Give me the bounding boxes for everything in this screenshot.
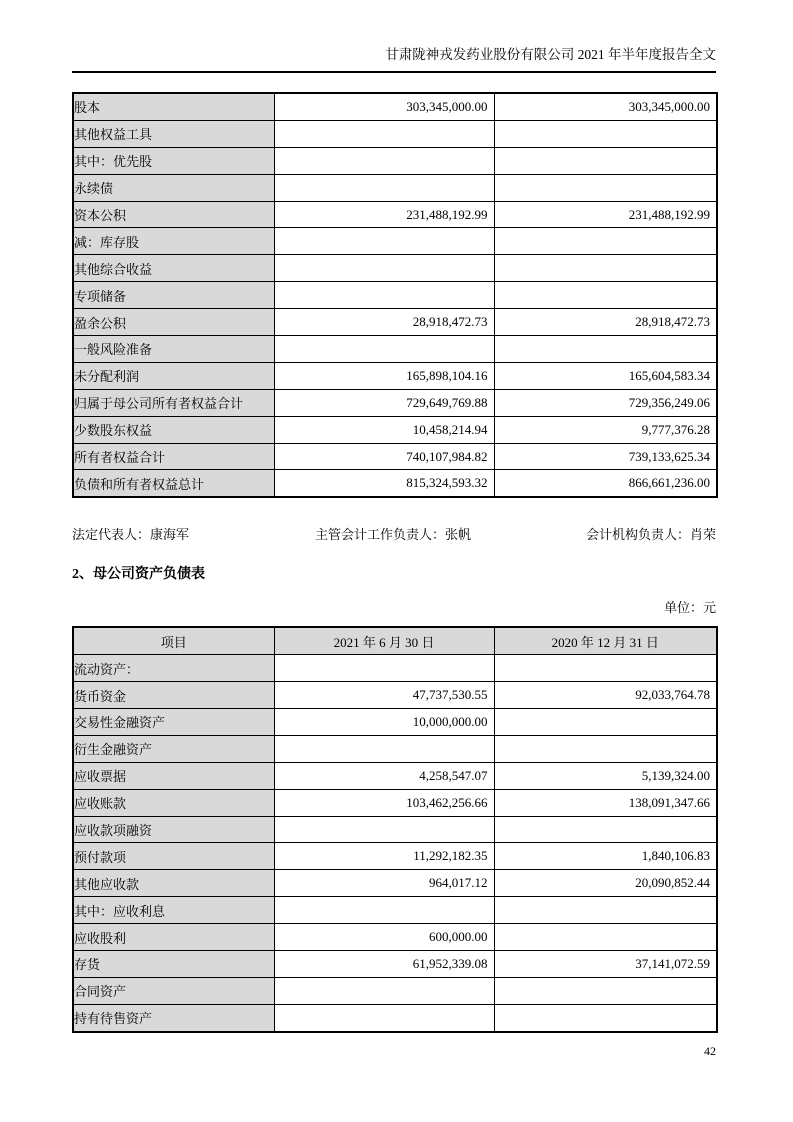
row-value-prior bbox=[494, 816, 717, 843]
row-label: 其他应收款 bbox=[73, 870, 274, 897]
table-row bbox=[73, 897, 717, 924]
row-label: 应收票据 bbox=[73, 762, 274, 789]
row-value-current bbox=[274, 255, 494, 282]
row-value-prior bbox=[494, 174, 717, 201]
row-value-current: 11,292,182.35 bbox=[274, 843, 494, 870]
table-row bbox=[73, 843, 717, 870]
unit-label: 单位：元 bbox=[663, 600, 716, 616]
row-value-current: 600,000.00 bbox=[274, 924, 494, 951]
row-label: 应收账款 bbox=[73, 789, 274, 816]
table-row bbox=[73, 470, 717, 497]
report-header-title: 甘肃陇神戎发药业股份有限公司 2021 年半年度报告全文 bbox=[72, 46, 716, 73]
row-label: 负债和所有者权益总计 bbox=[73, 470, 274, 497]
row-value-current: 47,737,530.55 bbox=[274, 682, 494, 709]
table-row bbox=[73, 147, 717, 174]
table-row bbox=[73, 309, 717, 336]
row-value-prior: 5,139,324.00 bbox=[494, 762, 717, 789]
row-label: 预付款项 bbox=[73, 843, 274, 870]
row-value-prior: 1,840,106.83 bbox=[494, 843, 717, 870]
table-row bbox=[73, 389, 717, 416]
row-label: 未分配利润 bbox=[73, 362, 274, 389]
row-value-current: 10,458,214.94 bbox=[274, 416, 494, 443]
table-row bbox=[73, 1004, 717, 1031]
table-row bbox=[73, 977, 717, 1004]
row-label: 其中：优先股 bbox=[73, 147, 274, 174]
row-value-prior bbox=[494, 709, 717, 736]
row-value-current: 10,000,000.00 bbox=[274, 709, 494, 736]
row-label: 资本公积 bbox=[73, 201, 274, 228]
row-value-prior bbox=[494, 255, 717, 282]
row-label: 货币资金 bbox=[73, 682, 274, 709]
table-row bbox=[73, 282, 717, 309]
column-header-current-period: 2021 年 6 月 30 日 bbox=[274, 627, 494, 654]
row-value-current: 4,258,547.07 bbox=[274, 762, 494, 789]
row-value-prior: 231,488,192.99 bbox=[494, 201, 717, 228]
row-value-prior: 303,345,000.00 bbox=[494, 93, 717, 120]
row-value-current bbox=[274, 174, 494, 201]
parent-balance-sheet-section bbox=[72, 626, 716, 1032]
equity-table-section bbox=[72, 92, 716, 498]
row-label: 其他综合收益 bbox=[73, 255, 274, 282]
row-value-current bbox=[274, 336, 494, 363]
row-label: 其中：应收利息 bbox=[73, 897, 274, 924]
row-value-prior bbox=[494, 655, 717, 682]
row-value-current bbox=[274, 228, 494, 255]
chief-accountant-label: 主管会计工作负责人：张帆 bbox=[315, 527, 472, 543]
row-value-prior bbox=[494, 282, 717, 309]
legal-representative-label: 法定代表人：康海军 bbox=[72, 527, 190, 543]
column-header-prior-period: 2020 年 12 月 31 日 bbox=[494, 627, 717, 654]
row-value-prior bbox=[494, 924, 717, 951]
row-label: 其他权益工具 bbox=[73, 120, 274, 147]
row-value-prior bbox=[494, 735, 717, 762]
row-label: 一般风险准备 bbox=[73, 336, 274, 363]
row-value-prior: 138,091,347.66 bbox=[494, 789, 717, 816]
table-row bbox=[73, 201, 717, 228]
row-value-current bbox=[274, 655, 494, 682]
row-value-current: 740,107,984.82 bbox=[274, 443, 494, 470]
row-label: 少数股东权益 bbox=[73, 416, 274, 443]
row-value-prior: 28,918,472.73 bbox=[494, 309, 717, 336]
row-value-current bbox=[274, 147, 494, 174]
row-label: 专项储备 bbox=[73, 282, 274, 309]
parent-balance-sheet-table bbox=[72, 626, 718, 1032]
row-value-prior: 165,604,583.34 bbox=[494, 362, 717, 389]
table-row bbox=[73, 870, 717, 897]
row-value-current: 103,462,256.66 bbox=[274, 789, 494, 816]
row-value-current bbox=[274, 735, 494, 762]
row-value-current bbox=[274, 977, 494, 1004]
table-row bbox=[73, 120, 717, 147]
row-label: 合同资产 bbox=[73, 977, 274, 1004]
row-label: 流动资产： bbox=[73, 655, 274, 682]
table-row bbox=[73, 255, 717, 282]
row-value-prior bbox=[494, 228, 717, 255]
row-value-current: 964,017.12 bbox=[274, 870, 494, 897]
table-row bbox=[73, 362, 717, 389]
row-value-prior bbox=[494, 120, 717, 147]
table-row bbox=[73, 951, 717, 978]
table-header-row bbox=[73, 627, 717, 654]
row-label: 应收款项融资 bbox=[73, 816, 274, 843]
row-label: 应收股利 bbox=[73, 924, 274, 951]
row-value-prior: 866,661,236.00 bbox=[494, 470, 717, 497]
table-row bbox=[73, 682, 717, 709]
consolidated-equity-table bbox=[72, 92, 718, 498]
table-row bbox=[73, 443, 717, 470]
row-value-current: 815,324,593.32 bbox=[274, 470, 494, 497]
row-label: 所有者权益合计 bbox=[73, 443, 274, 470]
row-value-prior: 20,090,852.44 bbox=[494, 870, 717, 897]
table-row bbox=[73, 816, 717, 843]
row-label: 归属于母公司所有者权益合计 bbox=[73, 389, 274, 416]
row-value-prior bbox=[494, 897, 717, 924]
table-row bbox=[73, 416, 717, 443]
row-value-current bbox=[274, 282, 494, 309]
row-value-prior: 9,777,376.28 bbox=[494, 416, 717, 443]
row-label: 持有待售资产 bbox=[73, 1004, 274, 1031]
table-row bbox=[73, 735, 717, 762]
row-label: 交易性金融资产 bbox=[73, 709, 274, 736]
row-value-current bbox=[274, 120, 494, 147]
row-value-current bbox=[274, 897, 494, 924]
table-row bbox=[73, 228, 717, 255]
row-label: 盈余公积 bbox=[73, 309, 274, 336]
row-value-current: 28,918,472.73 bbox=[274, 309, 494, 336]
section-title: 2、母公司资产负债表 bbox=[72, 567, 205, 583]
row-value-prior bbox=[494, 977, 717, 1004]
table-row bbox=[73, 762, 717, 789]
column-header-item: 项目 bbox=[73, 627, 274, 654]
row-label: 股本 bbox=[73, 93, 274, 120]
row-value-current: 231,488,192.99 bbox=[274, 201, 494, 228]
table-row bbox=[73, 174, 717, 201]
row-label: 永续债 bbox=[73, 174, 274, 201]
page-number: 42 bbox=[704, 1043, 716, 1058]
row-value-prior bbox=[494, 1004, 717, 1031]
row-value-current: 729,649,769.88 bbox=[274, 389, 494, 416]
row-value-current: 61,952,339.08 bbox=[274, 951, 494, 978]
row-label: 存货 bbox=[73, 951, 274, 978]
accounting-org-head-label: 会计机构负责人：肖荣 bbox=[585, 527, 716, 543]
row-value-prior bbox=[494, 336, 717, 363]
row-value-prior bbox=[494, 147, 717, 174]
table-row bbox=[73, 924, 717, 951]
table-row bbox=[73, 789, 717, 816]
row-value-prior: 729,356,249.06 bbox=[494, 389, 717, 416]
table-row bbox=[73, 709, 717, 736]
row-value-prior: 739,133,625.34 bbox=[494, 443, 717, 470]
table-row bbox=[73, 655, 717, 682]
row-value-current: 303,345,000.00 bbox=[274, 93, 494, 120]
row-value-current bbox=[274, 1004, 494, 1031]
row-value-prior: 92,033,764.78 bbox=[494, 682, 717, 709]
signature-row bbox=[72, 526, 716, 544]
row-value-prior: 37,141,072.59 bbox=[494, 951, 717, 978]
row-label: 减：库存股 bbox=[73, 228, 274, 255]
table-row bbox=[73, 336, 717, 363]
row-value-current bbox=[274, 816, 494, 843]
row-label: 衍生金融资产 bbox=[73, 735, 274, 762]
table-row bbox=[73, 93, 717, 120]
row-value-current: 165,898,104.16 bbox=[274, 362, 494, 389]
